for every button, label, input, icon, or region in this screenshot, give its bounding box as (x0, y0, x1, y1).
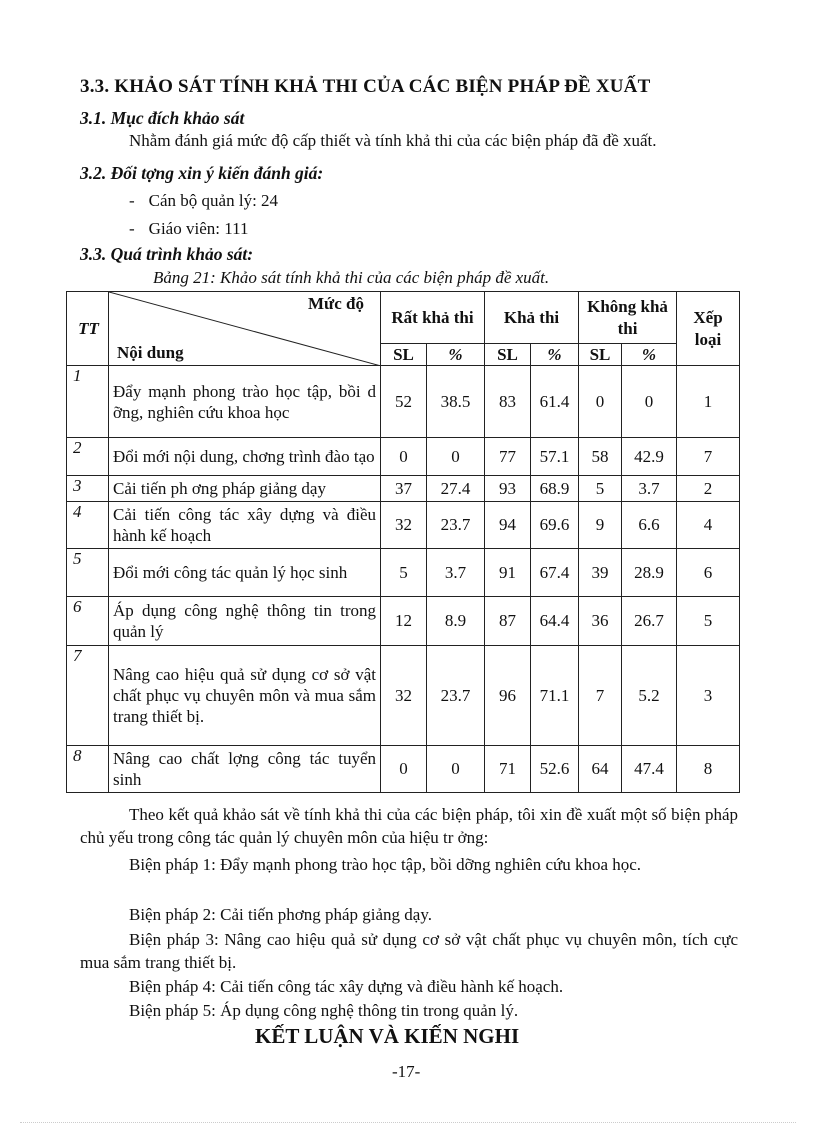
table-row (67, 549, 740, 597)
respondent-item: - Cán bộ quản lý: 24 (129, 191, 279, 210)
bullet-dash: - (129, 191, 135, 210)
cell-rat-kha-thi-sl: 0 (381, 746, 427, 793)
cell-rat-kha-thi-sl: 37 (381, 476, 427, 502)
cell-rat-kha-thi-pct: 38.5 (427, 366, 485, 438)
measure-content: Cải tiến công tác xây dựng và điều hành kế hoạch (109, 502, 381, 549)
cell-rat-kha-thi-pct: 3.7 (427, 549, 485, 597)
subheading-process: 3.3. Quá trình khảo sát: (80, 244, 254, 264)
cell-rat-kha-thi-pct: 23.7 (427, 646, 485, 746)
cell-khong-kha-thi-sl: 39 (579, 549, 622, 597)
cell-rank: 7 (677, 438, 740, 476)
cell-khong-kha-thi-pct: 26.7 (622, 597, 677, 646)
header-sl: SL (485, 344, 531, 366)
row-number: 8 (67, 746, 109, 793)
cell-khong-kha-thi-pct: 6.6 (622, 502, 677, 549)
cell-rank: 3 (677, 646, 740, 746)
header-tt: TT (67, 292, 109, 366)
header-pct: % (622, 344, 677, 366)
cell-rat-kha-thi-sl: 32 (381, 502, 427, 549)
header-sl: SL (579, 344, 622, 366)
cell-khong-kha-thi-pct: 0 (622, 366, 677, 438)
cell-kha-thi-pct: 69.6 (531, 502, 579, 549)
cell-kha-thi-sl: 93 (485, 476, 531, 502)
cell-rat-kha-thi-sl: 0 (381, 438, 427, 476)
cell-kha-thi-sl: 77 (485, 438, 531, 476)
subheading-respondents: 3.2. Đối tợng xin ý kiến đánh giá: (80, 163, 324, 183)
cell-khong-kha-thi-sl: 0 (579, 366, 622, 438)
cell-kha-thi-pct: 57.1 (531, 438, 579, 476)
cell-kha-thi-pct: 68.9 (531, 476, 579, 502)
cell-kha-thi-pct: 71.1 (531, 646, 579, 746)
cell-rat-kha-thi-pct: 0 (427, 746, 485, 793)
header-rank: Xếp loại (677, 292, 740, 366)
table-row (67, 502, 740, 549)
header-sl: SL (381, 344, 427, 366)
cell-khong-kha-thi-sl: 36 (579, 597, 622, 646)
cell-kha-thi-pct: 67.4 (531, 549, 579, 597)
cell-khong-kha-thi-pct: 42.9 (622, 438, 677, 476)
row-number: 2 (67, 438, 109, 476)
cell-kha-thi-sl: 83 (485, 366, 531, 438)
cell-rat-kha-thi-pct: 23.7 (427, 502, 485, 549)
row-number: 1 (67, 366, 109, 438)
header-content: Nội dung (117, 343, 184, 362)
header-level: Mức độ (308, 294, 364, 313)
cell-khong-kha-thi-pct: 28.9 (622, 549, 677, 597)
header-khong-kha-thi: Không khả thi (579, 292, 677, 344)
survey-table (66, 291, 740, 793)
header-kha-thi: Khả thi (485, 292, 579, 344)
measure-2: Biện pháp 2: Cải tiến phơng pháp giảng dạy. (129, 905, 432, 924)
header-diagonal (109, 292, 381, 366)
bullet-dash: - (129, 219, 135, 238)
purpose-text: Nhằm đánh giá mức độ cấp thiết và tính khả thi của các biện pháp đã đề xuất. (129, 131, 657, 150)
header-pct: % (531, 344, 579, 366)
table-row (67, 366, 740, 438)
page-number: -17- (392, 1062, 421, 1081)
cell-khong-kha-thi-sl: 58 (579, 438, 622, 476)
cell-rat-kha-thi-sl: 12 (381, 597, 427, 646)
cell-rank: 1 (677, 366, 740, 438)
measure-content: Đẩy mạnh phong trào học tập, bồi d ỡng, nghiên cứu khoa học (109, 366, 381, 438)
measure-content: Nâng cao chất lợng công tác tuyển sinh (109, 746, 381, 793)
cell-kha-thi-sl: 94 (485, 502, 531, 549)
cell-kha-thi-sl: 71 (485, 746, 531, 793)
cell-khong-kha-thi-sl: 9 (579, 502, 622, 549)
cell-khong-kha-thi-sl: 64 (579, 746, 622, 793)
section-title: 3.3. KHẢO SÁT TÍNH KHẢ THI CỦA CÁC BIỆN PHÁP ĐỀ XUẤT (80, 76, 651, 97)
cell-kha-thi-sl: 96 (485, 646, 531, 746)
header-pct: % (427, 344, 485, 366)
cell-rank: 4 (677, 502, 740, 549)
row-number: 5 (67, 549, 109, 597)
measure-content: Cải tiến ph ơng pháp giảng dạy (109, 476, 381, 502)
cell-rank: 5 (677, 597, 740, 646)
cell-rat-kha-thi-pct: 27.4 (427, 476, 485, 502)
respondent-item: - Giáo viên: 111 (129, 219, 249, 238)
measure-1: Biện pháp 1: Đẩy mạnh phong trào học tập, bồi dỡng nghiên cứu khoa học. (129, 855, 642, 874)
table-row (67, 597, 740, 646)
measure-3: Biện pháp 3: Nâng cao hiệu quả sử dụng cơ sở vật chất phục vụ chuyên môn, tích cực mua sắm trang thiết bị. (80, 930, 738, 972)
table-row (67, 438, 740, 476)
cell-kha-thi-sl: 87 (485, 597, 531, 646)
cell-rat-kha-thi-sl: 5 (381, 549, 427, 597)
table-row (67, 646, 740, 746)
cell-khong-kha-thi-sl: 7 (579, 646, 622, 746)
cell-rat-kha-thi-pct: 8.9 (427, 597, 485, 646)
cell-rat-kha-thi-pct: 0 (427, 438, 485, 476)
cell-khong-kha-thi-pct: 5.2 (622, 646, 677, 746)
measure-content: Đổi mới công tác quản lý học sinh (109, 549, 381, 597)
subheading-purpose: 3.1. Mục đích khảo sát (80, 108, 245, 128)
cell-kha-thi-sl: 91 (485, 549, 531, 597)
cell-rank: 8 (677, 746, 740, 793)
cell-rat-kha-thi-sl: 52 (381, 366, 427, 438)
row-number: 3 (67, 476, 109, 502)
row-number: 6 (67, 597, 109, 646)
table-caption: Bảng 21: Khảo sát tính khả thi của các biện pháp đề xuất. (153, 268, 550, 287)
cell-khong-kha-thi-pct: 47.4 (622, 746, 677, 793)
conclusion-title: KẾT LUẬN VÀ KIẾN NGHI (255, 1024, 520, 1048)
cell-rank: 6 (677, 549, 740, 597)
table-row (67, 746, 740, 793)
measure-5: Biện pháp 5: Áp dụng công nghệ thông tin trong quản lý. (129, 1001, 519, 1020)
measure-content: Đổi mới nội dung, chơng trình đào tạo (109, 438, 381, 476)
cell-kha-thi-pct: 64.4 (531, 597, 579, 646)
cell-rank: 2 (677, 476, 740, 502)
cell-kha-thi-pct: 61.4 (531, 366, 579, 438)
table-row (67, 476, 740, 502)
measure-4: Biện pháp 4: Cải tiến công tác xây dựng và điều hành kế hoạch. (129, 977, 564, 996)
row-number: 7 (67, 646, 109, 746)
cell-kha-thi-pct: 52.6 (531, 746, 579, 793)
measure-content: Áp dụng công nghệ thông tin trong quản lý (109, 597, 381, 646)
measure-content: Nâng cao hiệu quả sử dụng cơ sở vật chất phục vụ chuyên môn và mua sắm trang thiết bị. (109, 646, 381, 746)
cell-rat-kha-thi-sl: 32 (381, 646, 427, 746)
cell-khong-kha-thi-pct: 3.7 (622, 476, 677, 502)
row-number: 4 (67, 502, 109, 549)
intro-paragraph: Theo kết quả khảo sát về tính khả thi của các biện pháp, tôi xin đề xuất một số biện pháp chủ yếu trong công tác quản lý chuyên môn của hiệu tr ởng: (80, 805, 738, 847)
header-rat-kha-thi: Rất khả thi (381, 292, 485, 344)
cell-khong-kha-thi-sl: 5 (579, 476, 622, 502)
